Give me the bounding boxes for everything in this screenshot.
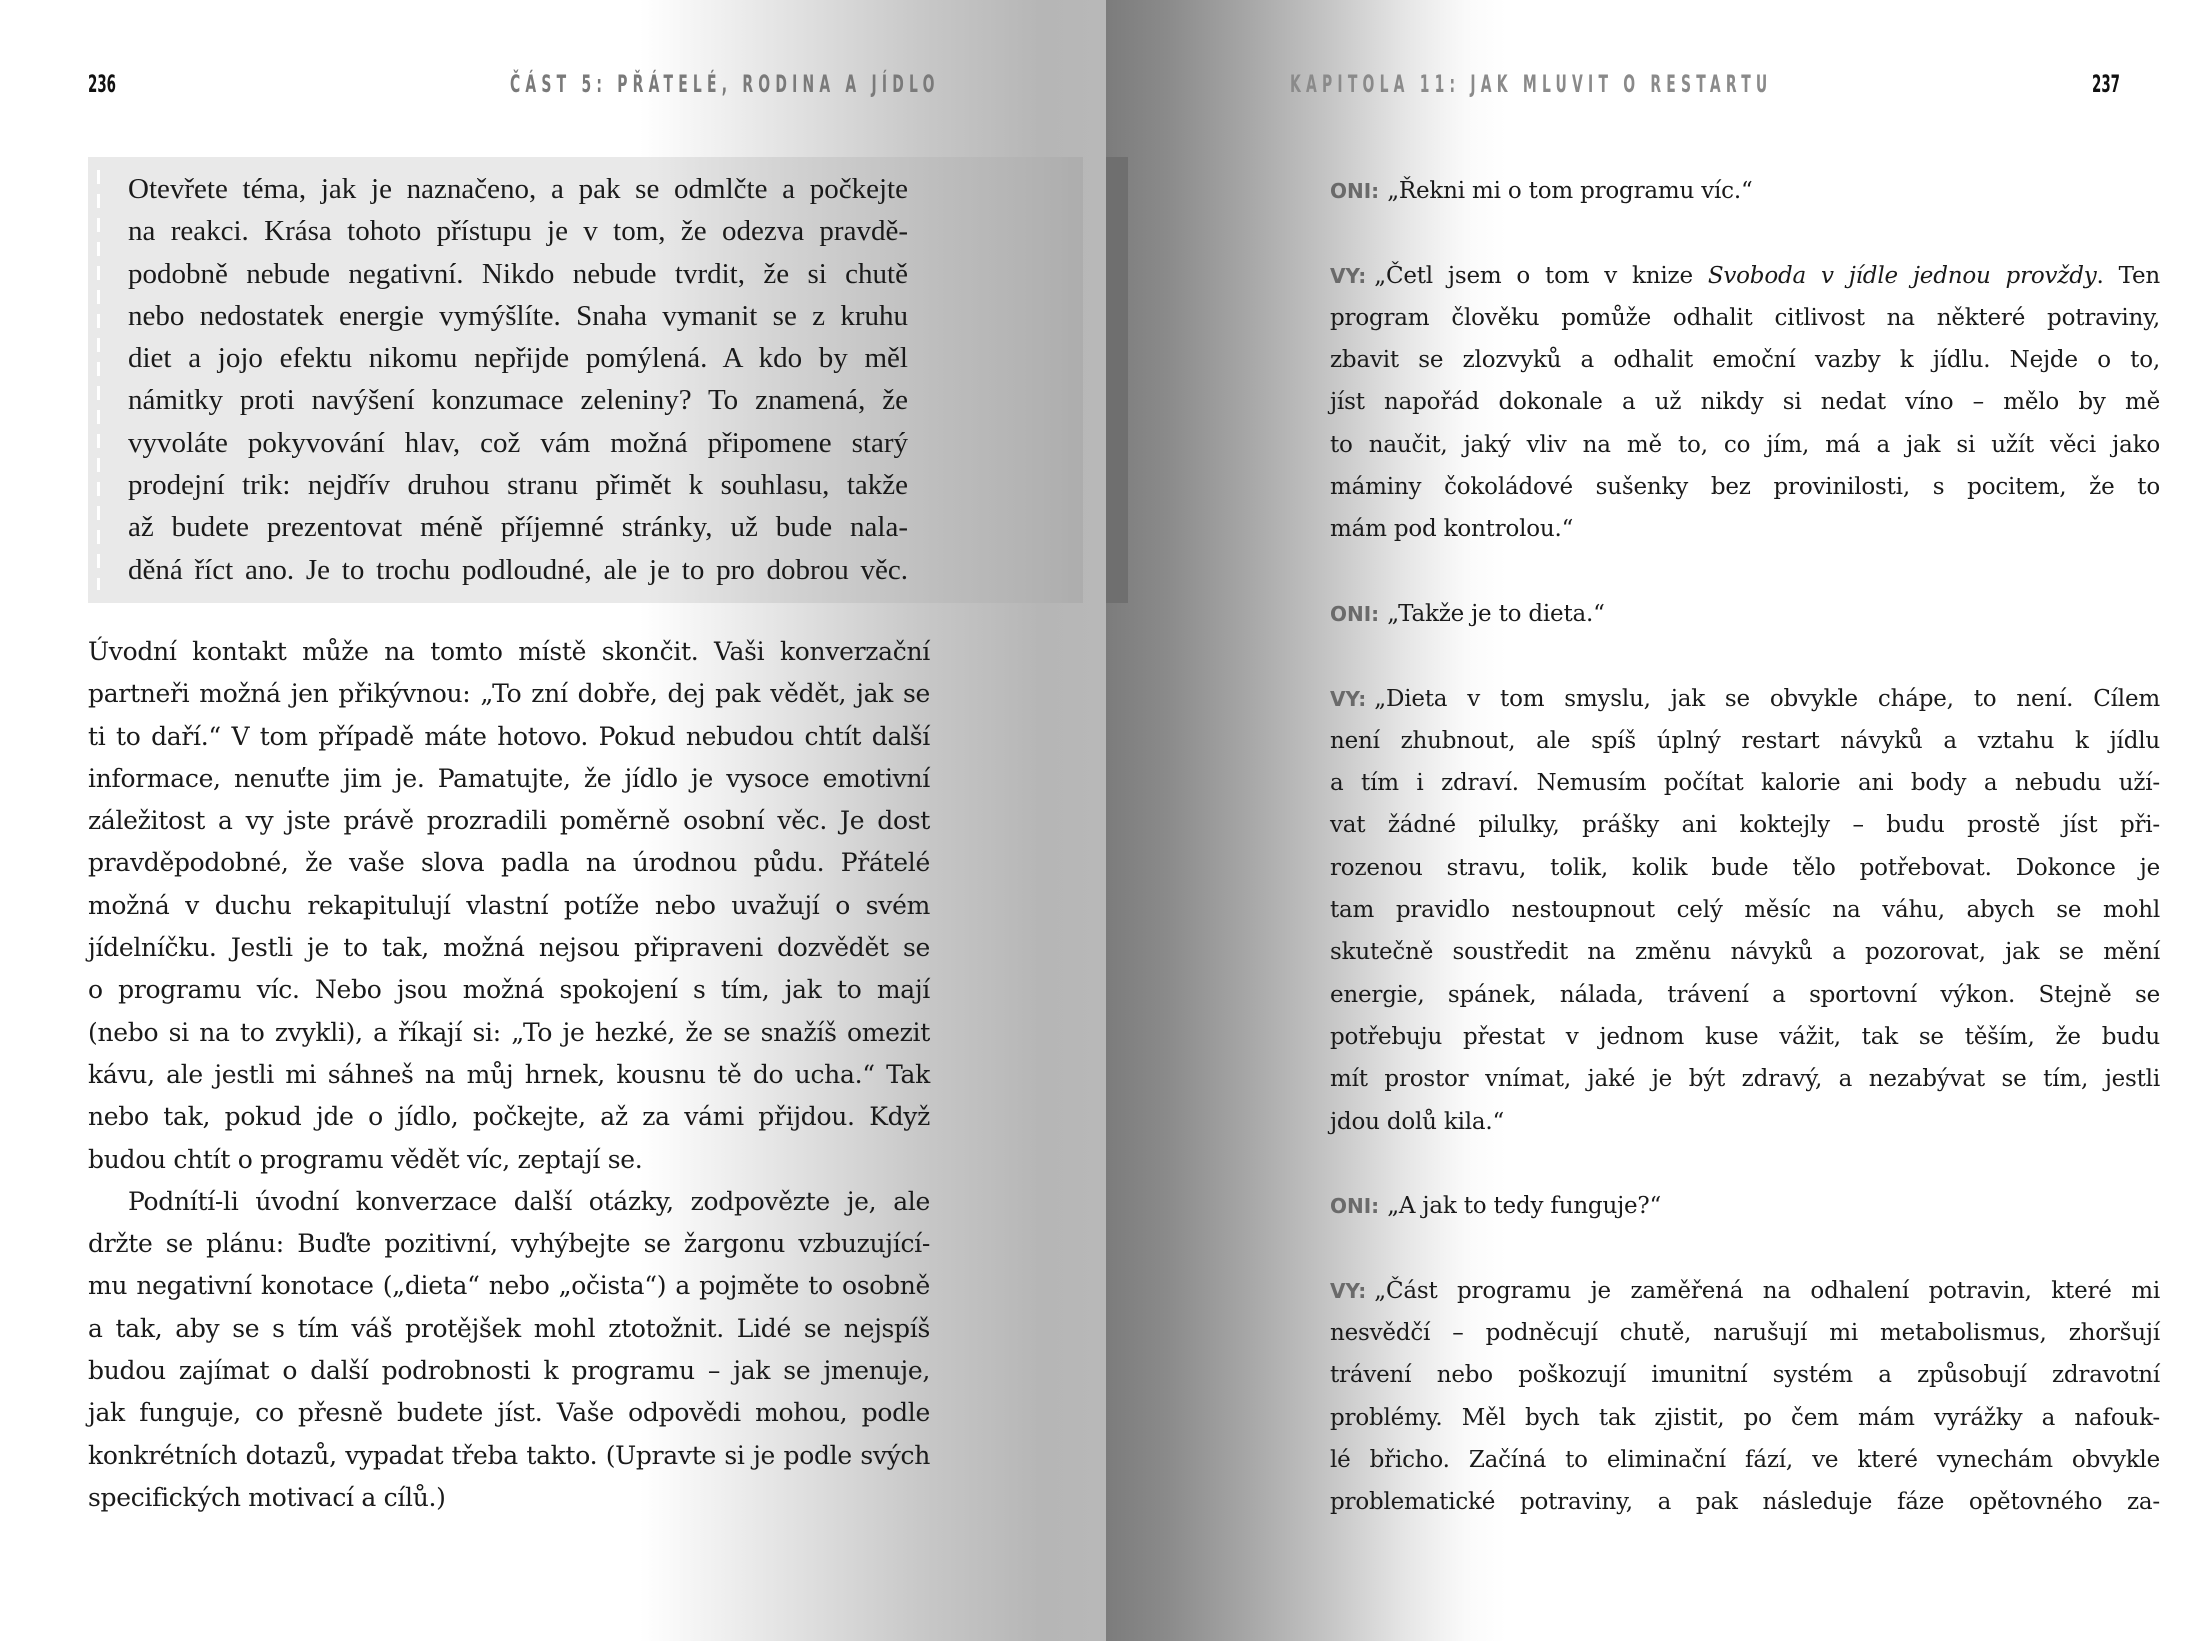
text-line: mu negativní konotace („dieta“ nebo „očista“) a pojměte to osobně	[88, 1271, 930, 1301]
dialog-line: vat žádné pilulky, prášky ani koktejly – budu prostě jíst při-	[1330, 812, 2160, 839]
text-line: budou chtít o programu vědět víc, zeptají se.	[88, 1144, 643, 1174]
dialog-line: potřebuju přestat v jednom kuse vážit, tak se těším, že budu	[1330, 1023, 2160, 1050]
sidebar-box-dashed-rule	[97, 170, 100, 590]
dialog-line: mám pod kontrolou.“	[1330, 516, 1574, 543]
dialog-text: „Část programu je zaměřená na odhalení potravin, které mi	[1374, 1277, 2160, 1304]
dialog-text: . Ten	[2096, 262, 2160, 289]
dialog-vy-1	[1330, 255, 2160, 551]
box-line: na reakci. Krása tohoto přístupu je v tom, že odezva pravdě-	[128, 215, 908, 248]
box-line: nebo nedostatek energie vymýšlíte. Snaha vymanit se z kruhu	[128, 299, 908, 332]
text-line: nebo tak, pokud jde o jídlo, počkejte, až za vámi přijdou. Když	[88, 1102, 930, 1132]
dialog-line: nesvědčí – podněcují chutě, narušují mi metabolismus, zhoršují	[1330, 1320, 2160, 1347]
dialog-line: tam pravidlo nestoupnout celý měsíc na váhu, abych se mohl	[1330, 897, 2160, 924]
text-line: Podnítí-li úvodní konverzace další otázky, zodpovězte je, ale	[128, 1186, 930, 1216]
text-line: Úvodní kontakt může na tomto místě skončit. Vaši konverzační	[88, 637, 930, 666]
box-line: Otevřete téma, jak je naznačeno, a pak se odmlčte a počkejte	[128, 173, 908, 205]
text-line: informace, nenuťte jim je. Pamatujte, že jídlo je vysoce emotivní	[88, 763, 930, 793]
dialog-vy-2	[1330, 678, 2160, 1143]
speaker-label: VY:	[1330, 263, 1367, 288]
dialog-line: rozenou stravu, tolik, kolik bude tělo potřebovat. Dokonce je	[1330, 854, 2160, 881]
dialog-vy-3	[1330, 1270, 2160, 1524]
running-head-right: KAPITOLA 11: JAK MLUVIT O RESTARTU	[1290, 70, 1773, 98]
dialog-line: zbavit se zlozvyků a odhalit emoční vazby k jídlu. Nejde o to,	[1330, 347, 2160, 374]
text-line: jídelníčku. Jestli je to tak, možná nejsou připraveni dozvědět se	[88, 933, 930, 963]
text-line: (nebo si na to zvykli), a říkají si: „To je hezké, že se snažíš omezit	[88, 1017, 930, 1047]
text-line: pravděpodobné, že vaše slova padla na úrodnou půdu. Přátelé	[88, 848, 930, 878]
text-line: a tak, aby se s tím váš protějšek mohl ztotožnit. Lidé se nejspíš	[88, 1313, 930, 1343]
dialog-line: a tím i zdraví. Nemusím počítat kalorie ani body a nebudu uží-	[1330, 770, 2160, 797]
text-line: možná v duchu rekapitulují vlastní potíže nebo uvažují o svém	[88, 890, 930, 920]
running-head-left: ČÁST 5: PŘÁTELÉ, RODINA A JÍDLO	[510, 70, 940, 98]
page-number-right: 237	[2092, 70, 2120, 98]
speaker-label: VY:	[1330, 686, 1367, 711]
text-line: o programu víc. Nebo jsou možná spokojení s tím, jak to mají	[88, 975, 930, 1005]
dialog-text: „Řekni mi o tom programu víc.“	[1387, 178, 1753, 204]
text-line: kávu, ale jestli mi sáhneš na můj hrnek, kousnu tě do ucha.“ Tak	[88, 1059, 930, 1089]
dialog-line: energie, spánek, nálada, trávení a sportovní výkon. Stejně se	[1330, 981, 2160, 1008]
text-line: partneři možná jen přikývnou: „To zní dobře, dej pak vědět, jak se	[88, 679, 930, 709]
dialog-line: skutečně soustředit na změnu návyků a pozorovat, jak se mění	[1330, 939, 2160, 966]
page-number-left: 236	[88, 70, 116, 98]
box-line: až budete prezentovat méně příjemné stránky, už bude nala-	[128, 511, 908, 544]
dialog-line: lé břicho. Začíná to eliminační fází, ve které vynechám obvykle	[1330, 1446, 2160, 1473]
box-line: prodejní trik: nejdřív druhou stranu přimět k souhlasu, takže	[128, 469, 908, 502]
dialog-line: není zhubnout, ale spíš úplný restart návyků a vztahu k jídlu	[1330, 727, 2160, 754]
book-title-italic: Svoboda v jídle jednou provždy	[1707, 262, 2097, 289]
dialog-line: trávení nebo poškozují imunitní systém a způsobují zdravotní	[1330, 1362, 2160, 1389]
text-line: jak funguje, co přesně budete jíst. Vaše odpovědi mohou, podle	[88, 1398, 930, 1428]
dialog-line: máminy čokoládové sušenky bez provinilosti, s pocitem, že to	[1330, 474, 2160, 501]
box-line: podobně nebude negativní. Nikdo nebude tvrdit, že si chutě	[128, 257, 908, 290]
sidebar-box-text	[128, 168, 908, 591]
paragraph-2	[88, 1181, 930, 1519]
text-line: budou zajímat o další podrobnosti k programu – jak se jmenuje,	[88, 1356, 930, 1386]
speaker-label: VY:	[1330, 1278, 1367, 1303]
text-line: záležitost a vy jste právě prozradili poměrně osobní věc. Je dost	[88, 806, 930, 836]
dialog-oni-1	[1330, 170, 2160, 212]
dialog-line: problematické potraviny, a pak následuje fáze opětovného za-	[1330, 1489, 2160, 1516]
text-line: ti to daří.“ V tom případě máte hotovo. Pokud nebudou chtít další	[88, 721, 930, 751]
text-line: specifických motivací a cílů.)	[88, 1482, 446, 1512]
dialog-text: „A jak to tedy funguje?“	[1387, 1193, 1662, 1220]
box-line: námitky proti navýšení konzumace zeleniny? To znamená, že	[128, 384, 908, 417]
box-line: vyvoláte pokyvování hlav, což vám možná připomene starý	[128, 426, 908, 459]
dialog-oni-3	[1330, 1185, 2160, 1227]
dialog-text: „Četl jsem o tom v knize	[1374, 262, 1708, 289]
dialog-oni-2	[1330, 593, 2160, 635]
dialog-line: jdou dolů kila.“	[1330, 1108, 1505, 1135]
sidebar-box-bleed	[1106, 157, 1128, 603]
left-body-text	[88, 631, 930, 1519]
speaker-label: ONI:	[1330, 179, 1380, 203]
dialog-line: mít prostor vnímat, jaké je být zdravý, a nezabývat se tím, jestli	[1330, 1066, 2160, 1093]
speaker-label: ONI:	[1330, 601, 1380, 626]
dialog-text: „Takže je to dieta.“	[1387, 600, 1605, 627]
dialog-line: problémy. Měl bych tak zjistit, po čem mám vyrážky a nafouk-	[1330, 1404, 2160, 1431]
text-line: konkrétních dotazů, vypadat třeba takto. (Upravte si je podle svých	[88, 1440, 930, 1470]
box-line: diet a jojo efektu nikomu nepřijde pomýlená. A kdo by měl	[128, 342, 908, 375]
right-body-dialog	[1330, 170, 2160, 1566]
paragraph-1	[88, 631, 930, 1181]
dialog-line: jíst napořád dokonale a už nikdy si nedat víno – mělo by mě	[1330, 389, 2160, 416]
box-line: děná říct ano. Je to trochu podloudné, ale je to pro dobrou věc.	[128, 553, 908, 586]
dialog-line: program člověku pomůže odhalit citlivost na některé potraviny,	[1330, 304, 2160, 331]
speaker-label: ONI:	[1330, 1194, 1380, 1219]
dialog-text: „Dieta v tom smyslu, jak se obvykle chápe, to není. Cílem	[1374, 685, 2160, 712]
text-line: držte se plánu: Buďte pozitivní, vyhýbejte se žargonu vzbuzující-	[88, 1229, 930, 1259]
dialog-line: to naučit, jaký vliv na mě to, co jím, má a jak si užít věci jako	[1330, 431, 2160, 458]
